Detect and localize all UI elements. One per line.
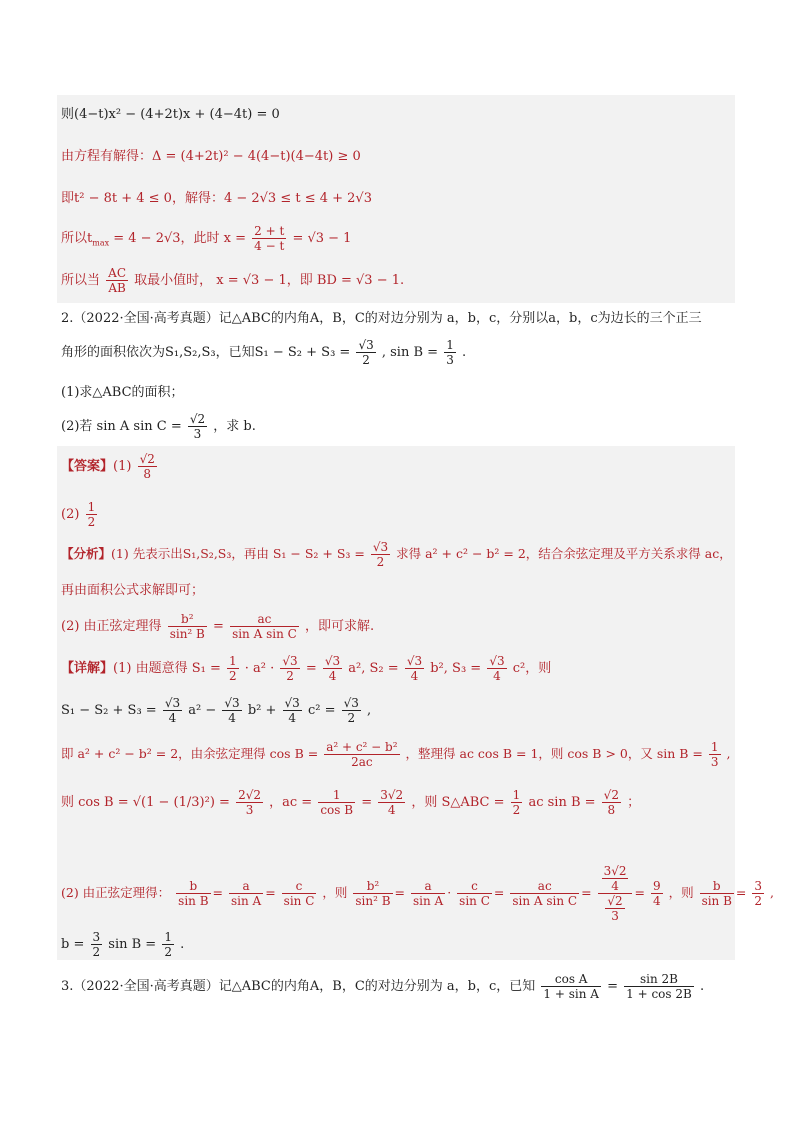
problem-2-stem-line-1: 2.（2022·全国·高考真题）记△ABC的内角A，B，C的对边分别为 a，b，c，分别以a，b，c为边长的三个正三: [61, 311, 702, 326]
problem-2-question-1: (1)求△ABC的面积；: [61, 385, 184, 400]
detail-line-1: 【详解】(1) 由题意得 S₁ = $\frac{1}{2}$ · a² · $\frac{√3}{2}$ = $\frac{√3}{4}$ a², S₂ = $\frac{√3}{4}$ b², S₃ = $\frac{√3}{4}$ c²，则: [61, 654, 552, 683]
problem-2-question-2: (2)若 sin A sin C = $\frac{√2}{3}$ ，求 b.: [61, 412, 256, 441]
answer-tag: 【答案】: [61, 459, 114, 474]
fraction: $\frac{AC}{AB}$: [108, 266, 127, 295]
analysis-tag: 【分析】: [61, 546, 112, 561]
solution-line-1: [61, 106, 280, 124]
analysis-line-2: 再由面积公式求解即可；: [61, 583, 205, 598]
detail-tag: 【详解】: [61, 661, 114, 676]
detail-line-6: b = $\frac{3}{2}$ sin B = $\frac{1}{2}$ .: [61, 930, 185, 959]
problem-2-stem-line-2: 角形的面积依次为S₁,S₂,S₃，已知S₁ − S₂ + S₃ = $\frac{√3}{2}$ , sin B = $\frac{1}{3}$ .: [61, 338, 467, 367]
answer-line-1: 【答案】(1) $\frac{√2}{8}$: [61, 452, 155, 481]
answer-line-2: (2) $\frac{1}{2}$: [61, 500, 96, 529]
detail-line-3: 即 a² + c² − b² = 2，由余弦定理得 cos B = $\frac{\text{a² + c² − b²}}{2ac}$ ，整理得 ac cos B = 1，则 cos B > 0，又 sin B = $\frac{1}{3}$ ,: [61, 740, 731, 769]
detail-line-2: S₁ − S₂ + S₃ = $\frac{√3}{4}$ a² − $\frac{√3}{4}$ b² + $\frac{√3}{4}$ c² = $\frac{√3}{2}$ ,: [61, 696, 372, 725]
inequality-text: 即t² − 8t + 4 ≤ 0，解得：4 − 2√3 ≤ t ≤ 4 + 2√3: [61, 191, 372, 206]
discriminant-text: 由方程有解得：Δ = (4+2t)² − 4(4−t)(4−4t) ≥ 0: [61, 149, 361, 164]
detail-line-4: 则 cos B = √(1 − (1/3)²) = $\frac{2√2}{3}$ ，ac = $\frac{1}{\text{cos B}}$ = $\frac{3√2}{4}$ ，则 S△ABC = $\frac{1}{2}$ ac sin B = $\frac{√2}{8}$ ；: [61, 788, 641, 817]
detail-line-5: (2) 由正弦定理得： $\frac{b}{\text{sin B}}$ = $\frac{a}{\text{sin A}}$ = $\frac{c}{\text{sin C}}$ ，则 $\frac{\text{b²}}{\text{sin² B}}$ = $\frac{a}{\text{sin A}}$ · $\frac{c}{\text{sin C}}$ = $\frac{ac}{\text{sin A sin C}}$ = $\frac{\frac{3√2}{4}}{\frac{√2}{3}}$ = $\frac{9}{4}$ ，则 $\frac{b}{\text{sin B}}$ = $\frac{3}{2}$ ,: [61, 864, 774, 923]
solution-line-3: [61, 190, 372, 208]
analysis-line-1: 【分析】(1) 先表示出S₁,S₂,S₃，再由 S₁ − S₂ + S₃ = $\frac{√3}{2}$ 求得 a² + c² − b² = 2，结合余弦定理及平方关系求得 ac，: [61, 540, 732, 569]
solution-line-2: [61, 148, 361, 166]
analysis-line-3: (2) 由正弦定理得 $\frac{\text{b²}}{\text{sin² B}}$ = $\frac{ac}{\text{sin A sin C}}$ ，即可求解.: [61, 612, 375, 641]
fraction: $\frac{2 + t}{4 - t}$: [254, 224, 285, 253]
problem-3-stem: 3.（2022·全国·高考真题）记△ABC的内角A，B，C的对边分别为 a，b，c，已知 $\frac{\text{cos A}}{\text{1 + sin A}}$ = $\frac{\sin 2B}{1 + \cos 2B}$ .: [61, 972, 705, 1001]
solution-line-4: 所以$t_{max} = 4 - 2√3$，此时 x = $\frac{2 + t}{4 - t}$ = √3 − 1: [61, 224, 352, 253]
solution-line-5: 所以当 $\frac{AC}{AB}$ 取最小值时， x = √3 − 1，即 BD = √3 − 1.: [61, 266, 405, 295]
equation-text: 则(4−t)x² − (4+2t)x + (4−4t) = 0: [61, 107, 280, 122]
